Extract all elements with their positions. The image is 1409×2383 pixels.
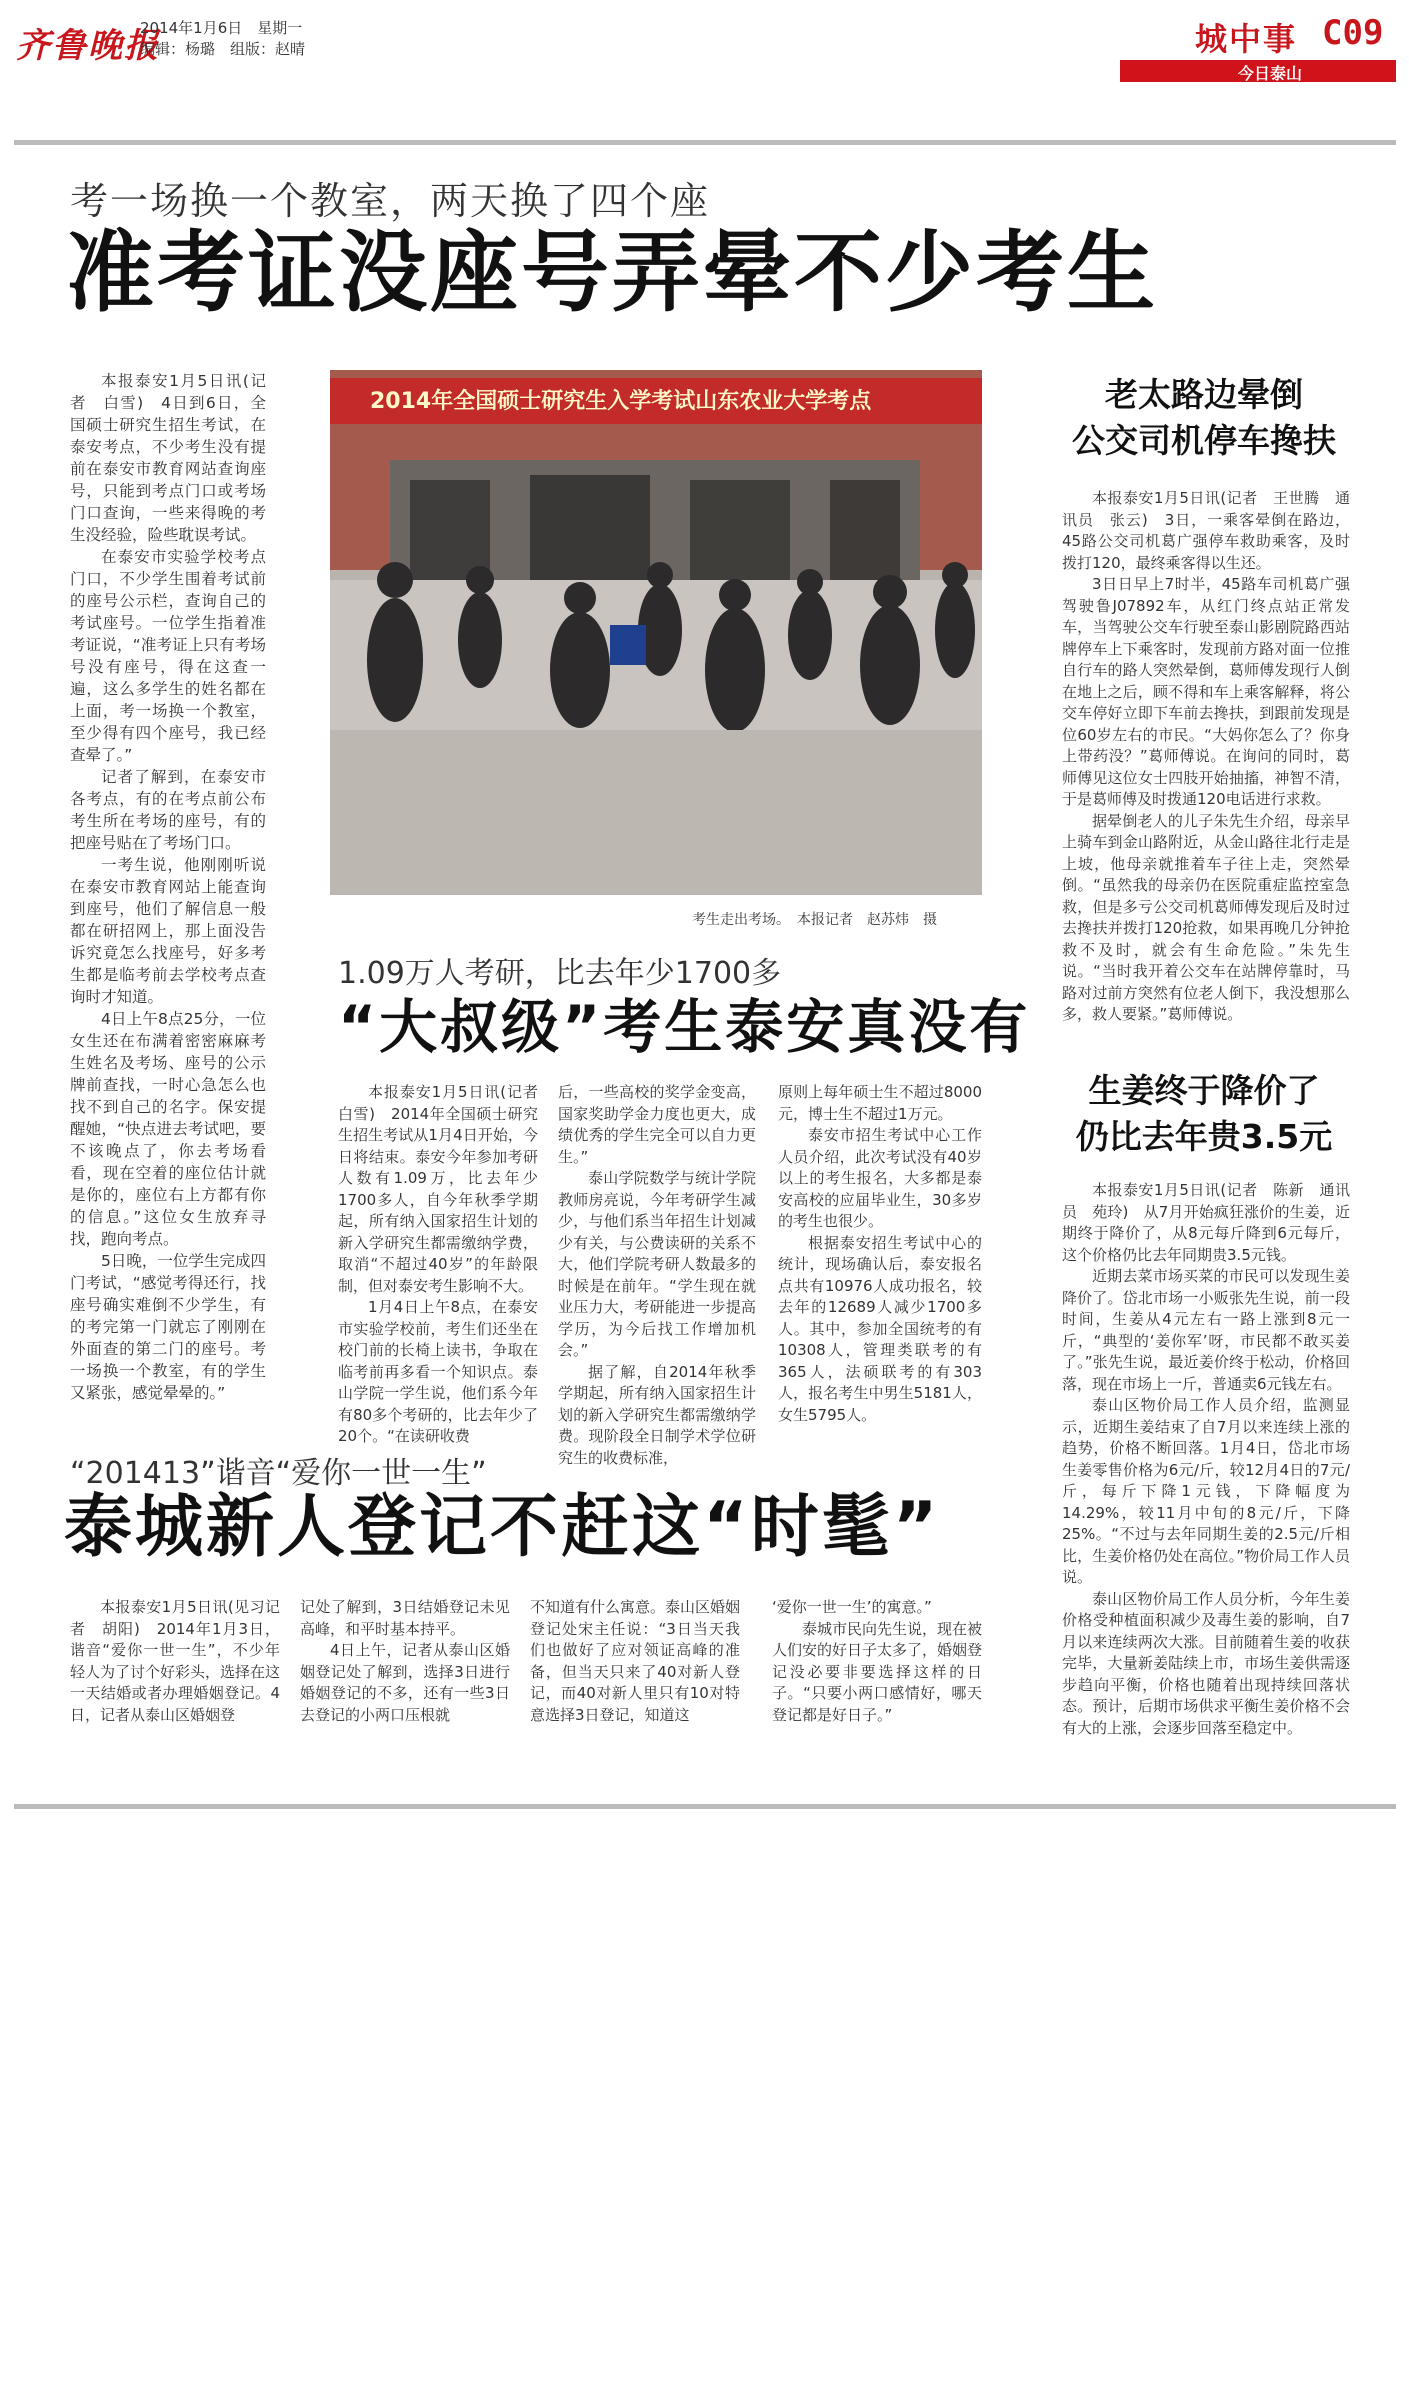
- side-story-1-paragraph: 本报泰安1月5日讯(记者 王世腾 通讯员 张云) 3日，一乘客晕倒在路边，45路公交司机葛广强停车救助乘客，及时拨打120，最终乘客得以生还。: [1062, 489, 1350, 572]
- third-kicker: “201413”谐音“爱你一世一生”: [70, 1456, 487, 1491]
- second-paragraph: 泰安市招生考试中心工作人员介绍，此次考试没有40岁以上的考生报名，大多都是泰安高校的应届毕业生，30多岁的考生也很少。: [778, 1126, 982, 1230]
- lead-paragraph: 一考生说，他刚刚听说在泰安市教育网站上能查询到座号，他们了解信息一般都在研招网上，那上面没告诉究竟怎么找座号，好多考生都是临考前去学校考点查询时才知道。: [70, 856, 266, 1006]
- second-kicker: 1.09万人考研，比去年少1700多: [338, 956, 782, 991]
- third-story-column: [772, 1597, 982, 1726]
- third-paragraph: 记处了解到，3日结婚登记未见高峰，和平时基本持平。: [300, 1598, 510, 1638]
- second-story-column: [338, 1082, 554, 1448]
- side-story-2-headline-line: 生姜终于降价了: [1088, 1071, 1320, 1110]
- third-paragraph: ‘爱你一世一生’的寓意。”: [772, 1598, 932, 1616]
- second-headline: “大叔级”考生泰安真没有: [338, 993, 1031, 1061]
- side-story-1-paragraph: 3日日早上7时半，45路车司机葛广强驾驶鲁J07892车，从红门终点站正常发车，当驾驶公交车行驶至泰山影剧院路西站牌停车上下乘客时，发现前方路对面一位推自行车的路人突然晕倒，葛师傅发现行人倒在地上之后，顾不得和车上乘客解释，将公交车停好立即下车前去搀扶，到跟前发现是位60岁左右的市民。“大妈你怎么了？你身上带药没？”葛师傅说。在询问的同时，葛师傅见这位女士四肢开始抽搐，神智不清，于是葛师傅及时拨通120电话进行求救。: [1062, 575, 1350, 808]
- second-paragraph: 据了解，自2014年秋季学期起，所有纳入国家招生计划的新入学研究生都需缴纳学费。现阶段全日制学术学位研究生的收费标准，: [558, 1362, 756, 1467]
- second-paragraph: 本报泰安1月5日讯(记者 白雪) 2014年全国硕士研究生招生考试从1月4日开始，今日将结束。泰安今年参加考研人数有1.09万，比去年少1700多人，自今年秋季学期起，所有纳入国家招生计划的新入学研究生都需缴纳学费，取消“不超过40岁”的年龄限制，但对泰安考生影响不大。: [338, 1083, 554, 1295]
- third-paragraph: 4日上午，记者从泰山区婚姻登记处了解到，选择3日进行婚姻登记的不多，还有一些3日去登记的小两口压根就: [300, 1641, 510, 1724]
- issue-date: 2014年1月6日 星期一: [140, 19, 303, 37]
- exam-photo: [330, 370, 982, 895]
- bottom-rule: [14, 1804, 1396, 1809]
- side-story-1-paragraph: 据晕倒老人的儿子朱先生介绍，母亲早上骑车到金山路附近，从金山路往北行走是上坡，他母亲就推着车子往上走，突然晕倒。“虽然我的母亲仍在医院重症监控室急救，但是多亏公交司机葛师傅发现后及时过去搀扶并拨打120抢救，如果再晚几分钟抢救不及时，就会有生命危险。”朱先生说。“当时我开着公交车在站牌停靠时，马路对过前方突然有位老人倒下，我没想那么多，救人要紧。”葛师傅说。: [1062, 811, 1350, 1023]
- third-headline: 泰城新人登记不赶这“时髦”: [64, 1488, 941, 1567]
- section-title: 城中事: [1195, 20, 1298, 58]
- side-story-2-paragraph: 泰山区物价局工作人员分析，今年生姜价格受种植面积减少及毒生姜的影响，自7月以来连续两次大涨。目前随着生姜的收获完毕，大量新姜陆续上市，市场生姜供需逐步趋向平衡，价格也随着出现持续回落状态。预计，后期市场供求平衡生姜价格不会有大的上涨，会逐步回落至稳定中。: [1062, 1589, 1350, 1737]
- third-paragraph: 泰城市民向先生说，现在被人们安的好日子太多了，婚姻登记没必要非要选择这样的日子。“只要小两口感情好，哪天登记都是好日子。”: [772, 1619, 983, 1724]
- second-paragraph: 后，一些高校的奖学金变高，国家奖助学金力度也更大，成绩优秀的学生完全可以自力更生。”: [558, 1083, 756, 1166]
- lead-paragraph: 4日上午8点25分，一位女生还在布满着密密麻麻考生姓名及考场、座号的公示牌前查找，一时心急怎么也找不到自己的名字。保安提醒她，“快点进去考试吧，要不该晚点了，你去考场看看，现在空着的座位估计就是你的，座位右上方都有你的信息。”这位女生放弃寻找，跑向考点。: [70, 1010, 266, 1248]
- side-story-2-paragraph: 泰山区物价局工作人员介绍，监测显示，近期生姜结束了自7月以来连续上涨的趋势，价格不断回落。1月4日，岱北市场生姜零售价格为6元/斤，较12月4日的7元/斤，每斤下降1元钱，下降幅度为14.29%，较11月中旬的8元/斤，下降25%。“不过与去年同期生姜的2.5元/斤相比，生姜价格仍处在高位。”物价局工作人员说。: [1062, 1396, 1350, 1586]
- second-story-column: [778, 1082, 982, 1426]
- second-paragraph: 泰山学院数学与统计学院教师房亮说，今年考研学生减少，与他们系当年招生计划减少有关，与公费读研的关系不大，他们学院考研人数最多的时候是在前年。“学生现在就业压力大，考研能进一步提高学历，为今后找工作增加机会。”: [558, 1169, 756, 1359]
- top-rule: [14, 140, 1396, 145]
- side-story-2-paragraph: 本报泰安1月5日讯(记者 陈新 通讯员 苑玲) 从7月开始疯狂涨价的生姜，近期终于降价了，从8元每斤降到6元每斤，这个价格仍比去年同期贵3.5元钱。: [1062, 1181, 1350, 1264]
- lead-paragraph: 5日晚，一位学生完成四门考试，“感觉考得还行，找座号确实难倒不少学生，有的考完第一门就忘了刚刚在外面查的第二门的座号。考一场换一个教室，有的学生又紧张，感觉晕晕的。”: [70, 1252, 266, 1402]
- side-story-1-body: [1062, 488, 1350, 1026]
- newspaper-logo: 齐鲁晚报: [16, 26, 160, 66]
- side-story-2-headline: [1010, 1068, 1398, 1160]
- second-paragraph: 根据泰安招生考试中心的统计，现场确认后，泰安报名点共有10976人成功报名，较去年的12689人减少1700多人。其中，参加全国统考的有10308人，管理类联考的有365人，法硕联考的有303人，报名考生中男生5181人，女生5795人。: [778, 1233, 982, 1424]
- third-story-column: [530, 1597, 740, 1726]
- lead-story-body: [70, 370, 266, 1404]
- editor-credits: 编辑：杨璐 组版：赵晴: [140, 40, 306, 58]
- side-story-1-headline: [1010, 372, 1398, 464]
- subsection-title: 今日泰山: [1238, 64, 1303, 83]
- side-story-1-headline-line: 公交司机停车搀扶: [1072, 421, 1336, 460]
- third-story-column: [70, 1597, 280, 1726]
- side-story-1-headline-line: 老太路边晕倒: [1105, 375, 1303, 414]
- photo-caption: 考生走出考场。 本报记者 赵苏炜 摄: [692, 912, 937, 928]
- third-paragraph: 不知道有什么寓意。泰山区婚姻登记处宋主任说：“3日当天我们也做好了应对领证高峰的准备，但当天只来了40对新人登记，而40对新人里只有10对特意选择3日登记，知道这: [530, 1598, 741, 1724]
- lead-paragraph: 在泰安市实验学校考点门口，不少学生围着考试前的座号公示栏，查询自己的考试座号。一位学生指着准考证说，“准考证上只有考场号没有座号，得在这查一遍，这么多学生的姓名都在上面，考一场换一个教室，至少得有四个座号，我已经查晕了。”: [70, 548, 266, 764]
- page-number: C09: [1322, 13, 1384, 53]
- second-paragraph: 1月4日上午8点，在泰安市实验学校前，考生们还坐在校门前的长椅上读书，争取在临考前再多看一个知识点。泰山学院一学生说，他们系今年有80多个考研的，比去年少了20个。“在读研收费: [338, 1298, 538, 1445]
- side-story-2-body: [1062, 1180, 1350, 1739]
- third-paragraph: 本报泰安1月5日讯(见习记者 胡阳) 2014年1月3日，谐音“爱你一世一生”，不少年轻人为了讨个好彩头，选择在这一天结婚或者办理婚姻登记。4日，记者从泰山区婚姻登: [70, 1598, 281, 1724]
- side-story-2-headline-line: 仍比去年贵3.5元: [1075, 1117, 1333, 1156]
- lead-kicker: 考一场换一个教室，两天换了四个座: [70, 179, 711, 223]
- second-story-column: [558, 1082, 756, 1469]
- third-story-column: [300, 1597, 510, 1726]
- second-paragraph: 原则上每年硕士生不超过8000元，博士生不超过1万元。: [778, 1083, 982, 1123]
- lead-paragraph: 本报泰安1月5日讯(记者 白雪) 4日到6日，全国硕士研究生招生考试，在泰安考点，不少考生没有提前在泰安市教育网站查询座号，只能到考点门口或考场门口查询，一些来得晚的考生没经验，险些耽误考试。: [70, 372, 266, 544]
- side-story-2-paragraph: 近期去菜市场买菜的市民可以发现生姜降价了。岱北市场一小贩张先生说，前一段时间，生姜从4元左右一路上涨到8元一斤，“典型的‘姜你军’呀，市民都不敢买姜了。”张先生说，最近姜价终于松动，价格回落，现在市场上一斤，普通卖6元钱左右。: [1062, 1267, 1350, 1393]
- lead-headline: 准考证没座号弄晕不少考生: [66, 221, 1159, 324]
- crowd-scene-illustration: [330, 370, 982, 895]
- lead-paragraph: 记者了解到，在泰安市各考点，有的在考点前公布考生所在考场的座号，有的把座号贴在了考场门口。: [70, 768, 266, 852]
- photo-banner-text: 2014年全国硕士研究生入学考试山东农业大学考点: [370, 389, 872, 414]
